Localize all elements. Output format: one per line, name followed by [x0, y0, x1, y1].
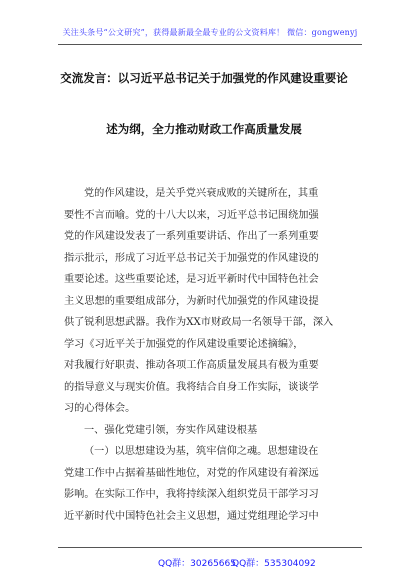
- document-title-line-1: 交流发言：以习近平总书记关于加强党的作风建设重要论: [60, 71, 348, 85]
- paragraph-line: 党的作风建设，是关乎党兴衰成败的关键所在，其重: [84, 188, 319, 199]
- header-divider: [58, 44, 362, 45]
- document-title-line-2: 述为纲，全力推动财政工作高质量发展: [106, 122, 302, 136]
- paragraph-line: 主义思想的重要组成部分，为新时代加强党的作风建设提: [64, 295, 319, 307]
- paragraph-line: 党建工作中占据着基础性地位，对党的作风建设有着深远: [64, 467, 319, 479]
- paragraph-line: 习的心得体会。: [64, 403, 136, 414]
- paragraph-line: （一）以思想建设为基，筑牢信仰之魂。思想建设在: [84, 446, 319, 457]
- section-heading: 一、强化党建引领，夯实作风建设根基: [84, 424, 258, 436]
- paragraph-line: 要性不言而喻。党的十八大以来，习近平总书记围绕加强: [64, 209, 319, 221]
- paragraph-line: 影响。在实际工作中，我将持续深入组织党员干部学习习: [64, 489, 319, 500]
- footer-qq-group-1: QQ群：30265665: [158, 559, 236, 569]
- paragraph-line: 近平新时代中国特色社会主义思想，通过党组理论学习中: [64, 510, 319, 522]
- paragraph-line: 重要论述。这些重要论述，是习近平新时代中国特色社会: [64, 274, 319, 285]
- paragraph-line: 指示批示，形成了习近平总书记关于加强党的作风建设的: [64, 252, 319, 264]
- footer-divider: [58, 547, 362, 548]
- paragraph-line: 的指导意义与现实价值。我将结合自身工作实际，谈谈学: [64, 381, 319, 393]
- paragraph-line: 对我履行好职责、推动各项工作高质量发展具有极为重要: [64, 360, 319, 371]
- paragraph-line: 学习《习近平关于加强党的作风建设重要论述摘编》，: [64, 338, 304, 350]
- footer-qq-group-2: QQ群：535304092: [232, 559, 316, 569]
- header-banner: 关注头条号“公文研究”，获得最新最全最专业的公文资料库！ 微信：gongwenyj: [62, 28, 358, 37]
- document-body: [64, 183, 349, 527]
- paragraph-line: 党的作风建设发表了一系列重要讲话、作出了一系列重要: [64, 231, 319, 242]
- paragraph-line: 供了锐利思想武器。我作为XX市财政局一名领导干部，深入: [64, 317, 334, 328]
